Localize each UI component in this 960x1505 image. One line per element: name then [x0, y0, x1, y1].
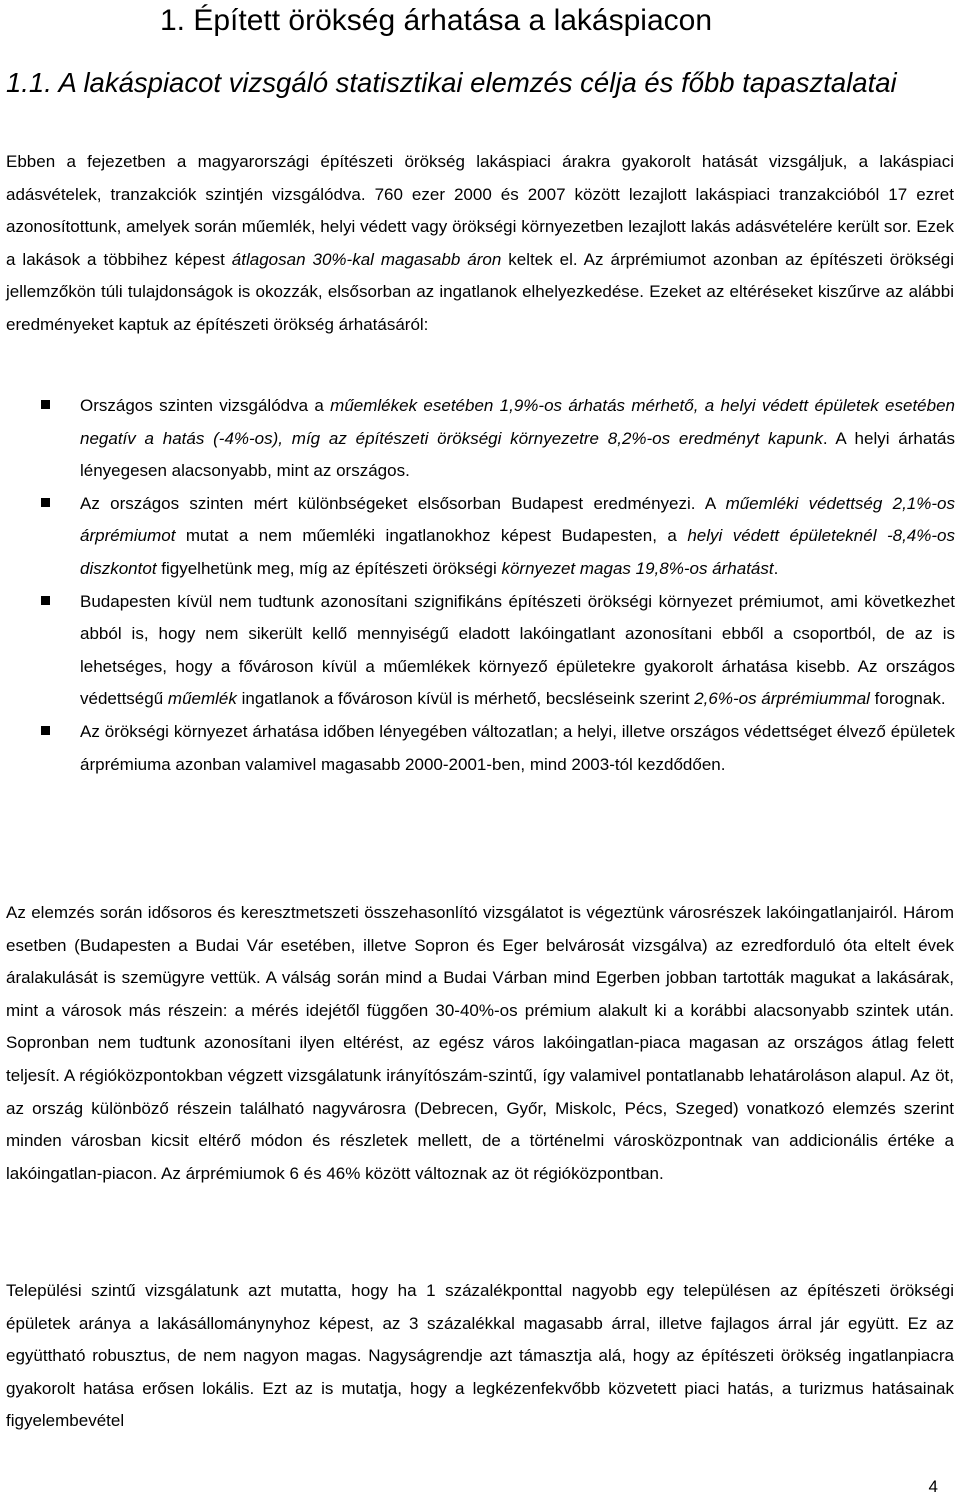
bullet-text: forognak. — [869, 689, 946, 709]
intro-emphasis: átlagosan 30%-kal magasabb áron — [231, 249, 502, 269]
list-item — [0, 488, 955, 586]
square-bullet-icon — [41, 400, 50, 409]
bullet-text: Az országos szinten mért különbségeket elsősorban Budapest eredményezi. A — [80, 493, 726, 513]
bullet-emphasis: műemlékek esetében 1,9%-os árhatás mérhető, a helyi védett épületek esetében negatív a hatás (-4%-os), míg az építészeti örökségi környezetre 8,2%-os eredményt kapunk — [80, 396, 955, 448]
settlement-paragraph: Települési szintű vizsgálatunk azt mutatta, hogy ha 1 százalékponttal nagyobb egy településen az építészeti örökségi épületek aránya a lakásállománynyhoz képest, az 3 százalékkal magasabb árral, illetve fajlagos árral jár együtt. Ez az együttható robusztus, de nem nagyon magas. Nagyságrendje azt támasztja alá, hogy az építészeti örökség ingatlanpiacra gyakorolt hatása erősen lokális. Ezt az is mutatja, hogy a legkézenfekvőbb közvetett piaci hatás, a turizmus hatásainak figyelembevétel — [6, 1281, 954, 1431]
square-bullet-icon — [41, 498, 50, 507]
bullet-emphasis: helyi védett épületeknél -8,4%-os diszkontot — [80, 526, 955, 578]
intro-paragraph — [6, 146, 954, 342]
square-bullet-icon — [41, 596, 50, 605]
bullet-emphasis: műemlék — [167, 689, 237, 709]
list-item — [0, 716, 955, 781]
bullet-text: ingatlanok a fővároson kívül is mérhető, becsléseink szerint — [236, 689, 695, 709]
analysis-paragraph: Az elemzés során idősoros és keresztmetszeti összehasonlító vizsgálatot is végeztünk városrészek lakóingatlanjairól. Három esetben (Budapesten a Budai Vár esetében, illetve Sopron és Eger belvárosát vizsgálva) az ezredforduló óta eltelt évek áralakulását is szemügyre vettük. A válság során mind a Budai Várban mind Egerben jobban tartották magukat a lakásárak, mint a városok más részein: a mérés idejétől függően 30-40%-os prémium alakult ki a korábbi alacsonyabb szintek után. Sopronban nem tudtunk azonosítani ilyen eltérést, az egész város lakóingatlan-piaca magasan az országos átlag felett teljesít. A régióközpontokban végzett vizsgálatunk irányítószám-szintű, így valamivel pontatlanabb lehatároláson alapul. Az öt, az ország különböző részein található nagyvárosra (Debrecen, Győr, Miskolc, Pécs, Szeged) vonatkozó elemzés szerint minden városban kicsit eltérő módon és részletek mellett, de a történelmi városközpontnak van addicionális értéke a lakóingatlan-piacon. Az árprémiumok 6 és 46% között változnak az öt régióközpontban. — [6, 903, 954, 1183]
bullet-text: Budapesten kívül nem tudtunk azonosítani szignifikáns építészeti örökségi környezet prémiumot, ami következhet abból is, hogy nem sikerült kellő mennyiségű eladott lakóingatlant azonosítani ebből a csoportból, de az is lehetséges, hogy a fővároson kívül a műemlékek környező épületekre gyakorolt árhatása kisebb. Az országos védettségű — [80, 591, 955, 709]
bullet-emphasis: 2,6%-os árprémiummal — [694, 689, 870, 709]
section-heading: 1.1. A lakáspiacot vizsgáló statisztikai elemzés célja és főbb tapasztalatai — [6, 67, 897, 98]
list-item — [0, 390, 955, 488]
square-bullet-icon — [41, 726, 50, 735]
bullet-text: figyelhetünk meg, míg az építészeti örökségi — [156, 558, 502, 578]
findings-list — [0, 390, 955, 781]
bullet-text: Az örökségi környezet árhatása időben lényegében változatlan; a helyi, illetve országos védettséget élvező épületek árprémiuma azonban valamivel magasabb 2000-2001-ben, mind 2003-tól kezdődően. — [80, 721, 955, 774]
bullet-text: Országos szinten vizsgálódva a — [80, 396, 331, 415]
bullet-emphasis: környezet magas 19,8%-os árhatást — [501, 558, 774, 578]
bullet-text: . — [773, 558, 779, 578]
chapter-heading: 1. Épített örökség árhatása a lakáspiacon — [160, 4, 713, 37]
bullet-text: . A helyi árhatás lényegesen alacsonyabb, mint az országos. — [80, 428, 955, 481]
bullet-text: mutat a nem műemléki ingatlanokhoz képest Budapesten, a — [175, 526, 688, 546]
list-item — [0, 586, 955, 716]
intro-text-1: Ebben a fejezetben a magyarországi építészeti örökség lakáspiaci árakra gyakorolt hatását vizsgáljuk, a lakáspiaci adásvételek, tranzakciók szintjén vizsgálódva. 760 ezer 2000 és 2007 között lezajlott lakáspiaci tranzakcióból 17 ezret azonosítottunk, amelyek során műemlék, helyi védett vagy örökségi környezetben lezajlott lakás adásvételére került sor. Ezek a lakások a többihez képest — [6, 152, 954, 269]
bullet-emphasis: műemléki védettség 2,1%-os árprémiumot — [80, 493, 955, 546]
intro-text-2: keltek el. Az árprémiumot azonban az építészeti örökségi jellemzőkön túli tulajdonságok is okozzák, elsősorban az ingatlanok elhelyezkedése. Ezeket az eltéréseket kiszűrve az alábbi eredményeket kaptuk az építészeti örökség árhatásáról: — [6, 249, 954, 334]
page-number: 4 — [928, 1477, 938, 1496]
